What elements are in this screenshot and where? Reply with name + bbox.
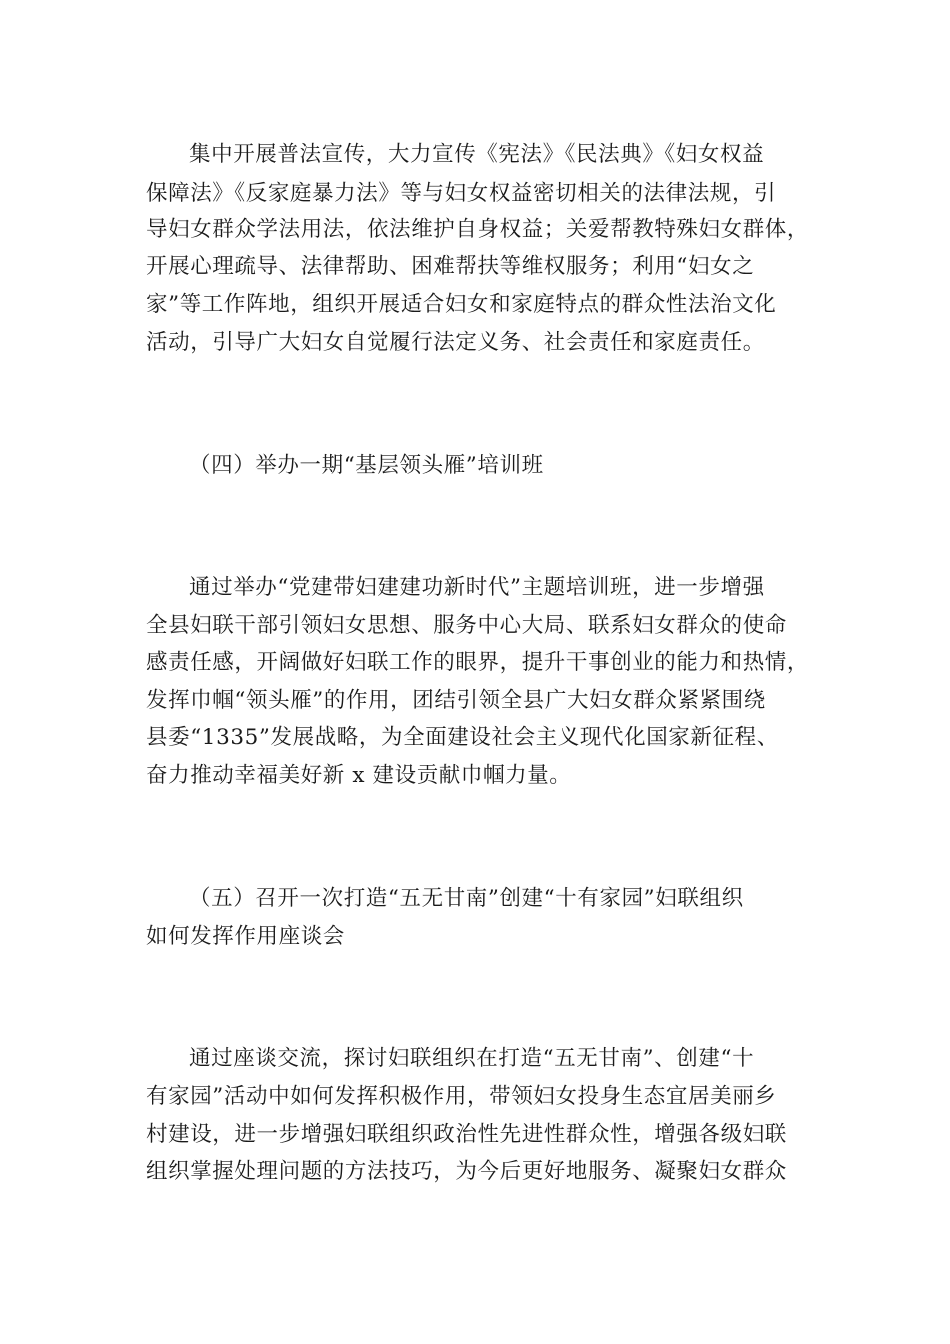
text-line: 感责任感，开阔做好妇联工作的眼界，提升干事创业的能力和热情， [146,650,810,675]
section-heading-4: （四）举办一期“基层领头雁”培训班 [189,453,544,478]
text-line: 组织掌握处理问题的方法技巧，为今后更好地服务、凝聚妇女群众 [146,1159,787,1184]
text-line: 县委“1335”发展战略，为全面建设社会主义现代化国家新征程、 [146,725,779,750]
text-line: 有家园”活动中如何发挥积极作用，带领妇女投身生态宜居美丽乡 [146,1084,777,1109]
text-line: 活动，引导广大妇女自觉履行法定义务、社会责任和家庭责任。 [146,330,765,355]
heading-line: 如何发挥作用座谈会 [146,924,345,949]
text-line: 通过座谈交流，探讨妇联组织在打造“五无甘南”、创建“十 [189,1046,755,1071]
heading-line: （五）召开一次打造“五无甘南”创建“十有家园”妇联组织 [189,886,744,911]
text-line: 奋力推动幸福美好新 x 建设贡献巾帼力量。 [146,763,572,788]
text-line: 家”等工作阵地，组织开展适合妇女和家庭特点的群众性法治文化 [146,292,777,317]
text-line: 导妇女群众学法用法，依法维护自身权益；关爱帮教特殊妇女群体， [146,217,810,242]
text-line: 村建设，进一步增强妇联组织政治性先进性群众性，增强各级妇联 [146,1122,787,1147]
text-line: 发挥巾帼“领头雁”的作用，团结引领全县广大妇女群众紧紧围绕 [146,688,766,713]
text-line: 通过举办“党建带妇建建功新时代”主题培训班，进一步增强 [189,575,765,600]
text-line: 开展心理疏导、法律帮助、困难帮扶等维权服务；利用“妇女之 [146,254,755,279]
text-line: 全县妇联干部引领妇女思想、服务中心大局、联系妇女群众的使命 [146,613,787,638]
text-line: 集中开展普法宣传，大力宣传《宪法》《民法典》《妇女权益 [189,142,765,167]
text-line: 保障法》《反家庭暴力法》等与妇女权益密切相关的法律法规，引 [146,181,777,206]
